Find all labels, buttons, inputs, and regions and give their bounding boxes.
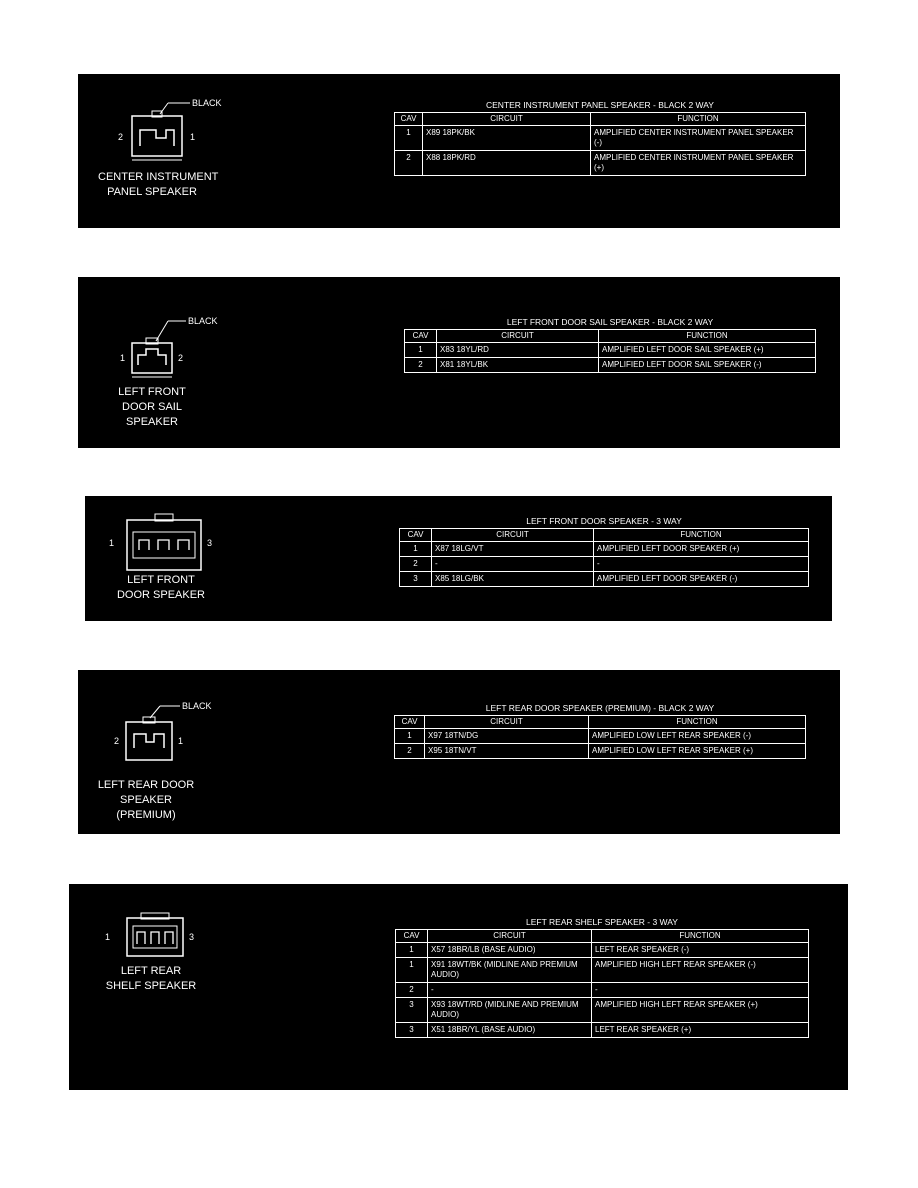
cell-circuit: X93 18WT/RD (MIDLINE AND PREMIUM AUDIO) <box>428 998 592 1023</box>
table-title: LEFT FRONT DOOR SPEAKER - 3 WAY <box>526 516 682 526</box>
pinout-table-lf-door <box>399 516 809 587</box>
cell-function: LEFT REAR SPEAKER (-) <box>592 943 809 958</box>
table-header-row <box>395 113 806 126</box>
pinout-table-lf-sail <box>404 317 816 373</box>
caption-line: LEFT FRONT <box>127 574 195 586</box>
header-circuit: CIRCUIT <box>432 529 594 542</box>
table-row <box>395 126 806 151</box>
caption-line: SPEAKER <box>126 416 178 428</box>
connector-face-lr-door <box>110 696 250 766</box>
header-function: FUNCTION <box>592 930 809 943</box>
pin-number-left: 1 <box>109 538 115 548</box>
connector-panel-center-ip <box>78 74 840 228</box>
pinout-table-center-ip <box>394 100 806 176</box>
table-row <box>395 744 806 759</box>
cell-cav: 1 <box>396 943 428 958</box>
table-row <box>400 557 809 572</box>
caption-line: SHELF SPEAKER <box>105 980 197 992</box>
header-function: FUNCTION <box>591 113 806 126</box>
pin-number-left: 2 <box>118 132 124 142</box>
pin-number-left: 2 <box>114 736 120 746</box>
cell-cav: 1 <box>395 729 425 744</box>
connector-terminals <box>140 130 174 146</box>
caption-line: DOOR SAIL <box>122 401 182 413</box>
connector-inner-frame <box>133 926 177 948</box>
table-header-row <box>396 930 809 943</box>
header-function: FUNCTION <box>589 716 806 729</box>
cell-function: AMPLIFIED LEFT DOOR SAIL SPEAKER (-) <box>599 358 816 373</box>
cell-function: AMPLIFIED HIGH LEFT REAR SPEAKER (-) <box>592 958 809 983</box>
caption-line: DOOR SPEAKER <box>116 589 206 601</box>
connector-terminals <box>138 349 166 365</box>
cell-circuit: - <box>428 983 592 998</box>
table-row <box>396 943 809 958</box>
cell-cav: 3 <box>396 1023 428 1038</box>
cell-function: AMPLIFIED LEFT DOOR SPEAKER (+) <box>594 542 809 557</box>
table-row <box>400 572 809 587</box>
connector-color-label: BLACK <box>188 316 218 326</box>
cell-circuit: X81 18YL/BK <box>437 358 599 373</box>
cell-function: - <box>592 983 809 998</box>
caption-line: LEFT FRONT <box>118 386 186 398</box>
table-title: LEFT REAR DOOR SPEAKER (PREMIUM) - BLACK 2 WAY <box>485 703 715 713</box>
pinout-table-lr-shelf <box>395 917 809 1038</box>
cell-cav: 1 <box>395 126 423 151</box>
pin-number-right: 3 <box>207 538 213 548</box>
terminal-2 <box>158 540 169 550</box>
cell-cav: 3 <box>400 572 432 587</box>
cell-function: AMPLIFIED CENTER INSTRUMENT PANEL SPEAKER (+) <box>591 151 806 176</box>
cell-cav: 1 <box>400 542 432 557</box>
table-row <box>396 983 809 998</box>
connector-body <box>126 722 172 760</box>
cell-cav: 1 <box>405 343 437 358</box>
header-circuit: CIRCUIT <box>423 113 591 126</box>
cell-circuit: X89 18PK/BK <box>423 126 591 151</box>
table-header-row <box>395 716 806 729</box>
pin-number-left: 1 <box>105 932 111 942</box>
table-row <box>396 998 809 1023</box>
connector-panel-lr-door <box>78 670 840 834</box>
connector-caption <box>107 573 215 603</box>
cell-function: AMPLIFIED LEFT DOOR SPEAKER (-) <box>594 572 809 587</box>
table-header-row <box>405 330 816 343</box>
connector-panel-lr-shelf <box>69 884 848 1090</box>
pin-number-left: 1 <box>120 353 126 363</box>
cell-circuit: X88 18PK/RD <box>423 151 591 176</box>
cell-circuit: X91 18WT/BK (MIDLINE AND PREMIUM AUDIO) <box>428 958 592 983</box>
caption-line: SPEAKER <box>120 794 172 806</box>
pinout-table-lr-door <box>394 703 806 759</box>
cell-cav: 2 <box>400 557 432 572</box>
cell-circuit: X97 18TN/DG <box>425 729 589 744</box>
caption-line: LEFT REAR <box>120 965 182 977</box>
table-row <box>395 151 806 176</box>
table-title: CENTER INSTRUMENT PANEL SPEAKER - BLACK 2 WAY <box>486 100 714 110</box>
cell-cav: 1 <box>396 958 428 983</box>
cell-function: AMPLIFIED HIGH LEFT REAR SPEAKER (+) <box>592 998 809 1023</box>
table-row <box>396 1023 809 1038</box>
connector-panel-lf-sail <box>78 277 840 448</box>
header-cav: CAV <box>396 930 428 943</box>
terminal-3 <box>178 540 189 550</box>
connector-face-center-ip <box>108 94 248 164</box>
header-cav: CAV <box>395 113 423 126</box>
connector-caption <box>92 778 200 823</box>
cell-cav: 3 <box>396 998 428 1023</box>
header-circuit: CIRCUIT <box>437 330 599 343</box>
caption-line: CENTER INSTRUMENT <box>98 171 219 183</box>
cell-circuit: X85 18LG/BK <box>432 572 594 587</box>
cell-function: LEFT REAR SPEAKER (+) <box>592 1023 809 1038</box>
header-function: FUNCTION <box>594 529 809 542</box>
cell-function: AMPLIFIED LOW LEFT REAR SPEAKER (+) <box>589 744 806 759</box>
table-row <box>396 958 809 983</box>
connector-color-label: BLACK <box>192 98 222 108</box>
cell-circuit: X95 18TN/VT <box>425 744 589 759</box>
cell-circuit: - <box>432 557 594 572</box>
connector-body <box>127 918 183 956</box>
header-circuit: CIRCUIT <box>428 930 592 943</box>
pin-number-right: 1 <box>178 736 184 746</box>
terminal-2 <box>151 932 159 944</box>
terminal-3 <box>165 932 173 944</box>
connector-caption <box>98 170 219 200</box>
table-row <box>405 358 816 373</box>
connector-terminals <box>134 734 164 748</box>
pin-number-right: 2 <box>178 353 184 363</box>
connector-panel-lf-door <box>85 496 832 621</box>
table-title: LEFT REAR SHELF SPEAKER - 3 WAY <box>526 917 678 927</box>
header-cav: CAV <box>395 716 425 729</box>
table-title: LEFT FRONT DOOR SAIL SPEAKER - BLACK 2 WAY <box>506 317 714 327</box>
terminal-1 <box>139 540 149 550</box>
connector-caption <box>98 385 206 430</box>
connector-face-lf-sail <box>116 313 256 383</box>
leader-line <box>150 706 160 718</box>
cell-function: AMPLIFIED LOW LEFT REAR SPEAKER (-) <box>589 729 806 744</box>
cell-cav: 2 <box>395 151 423 176</box>
cell-function: AMPLIFIED LEFT DOOR SAIL SPEAKER (+) <box>599 343 816 358</box>
cell-cav: 2 <box>395 744 425 759</box>
connector-face-lf-door <box>103 510 243 580</box>
table-row <box>405 343 816 358</box>
connector-caption <box>97 964 205 994</box>
header-cav: CAV <box>405 330 437 343</box>
table-row <box>400 542 809 557</box>
cell-function: - <box>594 557 809 572</box>
cell-circuit: X51 18BR/YL (BASE AUDIO) <box>428 1023 592 1038</box>
table-header-row <box>400 529 809 542</box>
cell-circuit: X87 18LG/VT <box>432 542 594 557</box>
caption-line: (PREMIUM) <box>116 809 176 821</box>
cell-cav: 2 <box>405 358 437 373</box>
connector-color-label: BLACK <box>182 701 212 711</box>
header-cav: CAV <box>400 529 432 542</box>
terminal-1 <box>137 932 145 944</box>
cell-cav: 2 <box>396 983 428 998</box>
connector-body <box>127 520 201 570</box>
table-row <box>395 729 806 744</box>
header-function: FUNCTION <box>599 330 816 343</box>
cell-circuit: X57 18BR/LB (BASE AUDIO) <box>428 943 592 958</box>
caption-line: LEFT REAR DOOR <box>97 779 195 791</box>
connector-inner-frame <box>133 532 195 558</box>
cell-circuit: X83 18YL/RD <box>437 343 599 358</box>
cell-function: AMPLIFIED CENTER INSTRUMENT PANEL SPEAKER (-) <box>591 126 806 151</box>
pin-number-right: 1 <box>190 132 196 142</box>
pin-number-right: 3 <box>189 932 195 942</box>
caption-line: PANEL SPEAKER <box>107 186 197 198</box>
leader-line <box>160 103 168 114</box>
header-circuit: CIRCUIT <box>425 716 589 729</box>
